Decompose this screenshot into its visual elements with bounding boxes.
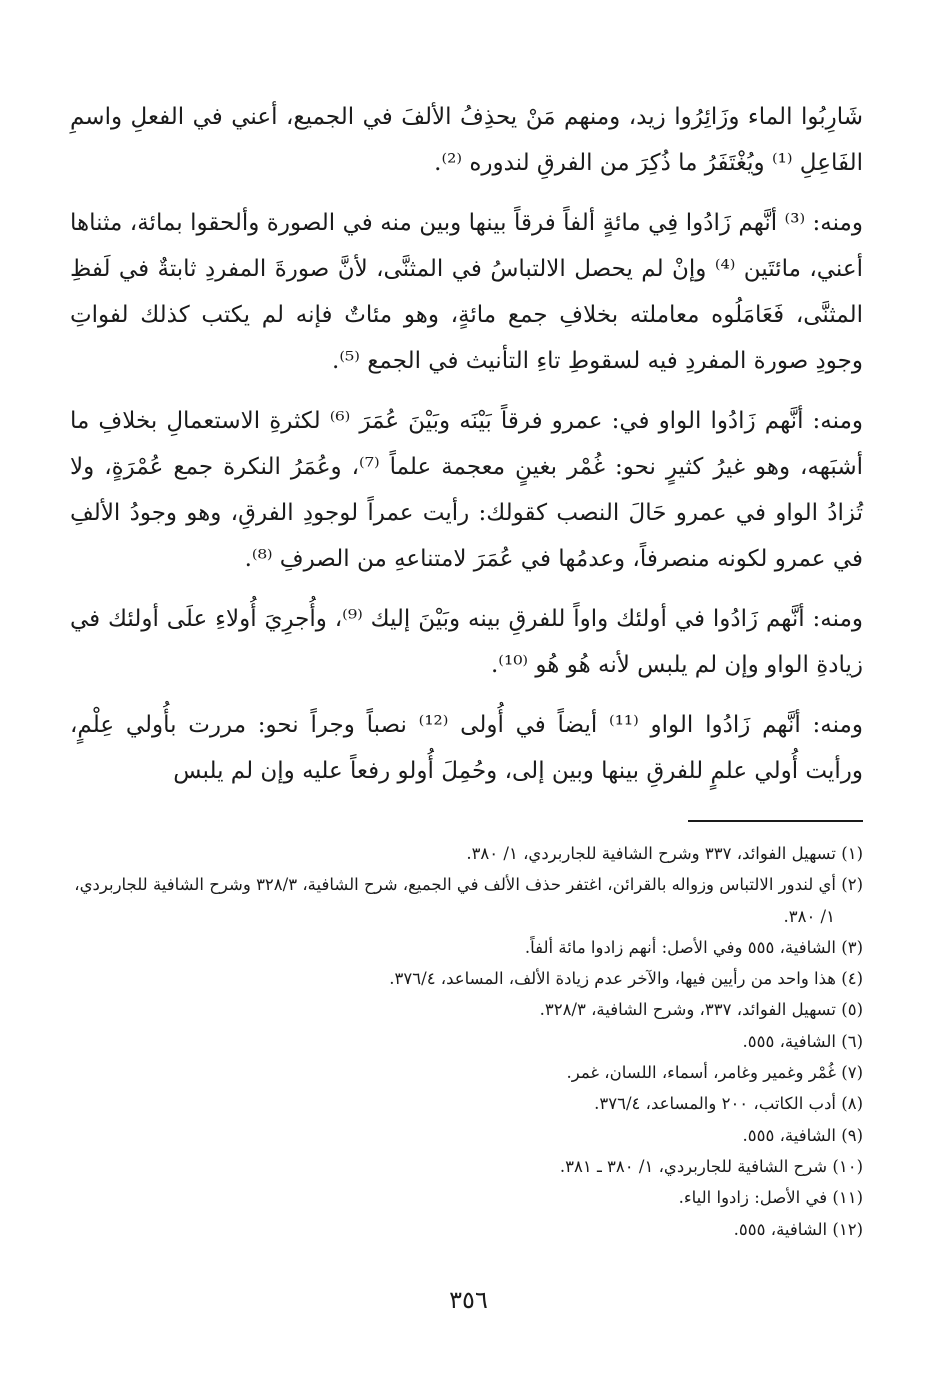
footnote: (٤) هذا واحد من رأيين فيها، والآخر عدم زيادة الألف، المساعد، ٣٧٦/٤. (389, 969, 863, 989)
footnote: (٢) أي لندور الالتباس وزواله بالقرائن، اغتفر حذف الألف في الجميع، شرح الشافية، ٣٢٨/٣ وشرح الشافية للجاربردي، ١/ ٣٨٠. (74, 875, 863, 926)
paragraph: شَارِبُوا الماء وزَائِرُوا زيد، ومنهم مَنْ يحذِفُ الألفَ في الجميع، أعني في الفعلِ واسمِ الفَاعِلِ ⁽¹⁾ ويُغْتَفَرُ ما ذُكِرَ من الفرقِ لندوره ⁽²⁾. (70, 104, 863, 176)
footnote: (١٢) الشافية، ٥٥٥. (733, 1219, 863, 1239)
paragraph: ومنه: ⁽³⁾ أنَّهم زَادُوا فِي مائةٍ ألفاً فرقاً بينها وبين منه في الصورة وألحقوا بمائة، مثناها أعني، مائتَين ⁽⁴⁾ وإنْ لم يحصل الالتباسُ في المثنَّى، لأنَّ صورةَ المفردِ ثابتةٌ في لَفظِ المثنَّى، فَعَامَلُوه معاملته بخلافِ جمع مائةٍ، وهو مئاتٌ فإنه لم يكتب كذلك لفواتِ وجودِ صورة المفردِ فيه لسقوطِ تاءِ التأنيث في الجمع ⁽⁵⁾. (70, 210, 863, 374)
footnote: (٧) غُمْر وغمير وغامر، أسماء، اللسان، غمر. (566, 1063, 863, 1083)
footnote: (٩) الشافية، ٥٥٥. (742, 1125, 863, 1145)
footnote: (١١) في الأصل: زادوا الياء. (678, 1188, 863, 1208)
footnote-separator (688, 820, 863, 822)
footnote: (٣) الشافية، ٥٥٥ وفي الأصل: أنهم زادوا مائة ألفاً. (524, 937, 863, 957)
footnotes (70, 838, 863, 1245)
footnote: (١٠) شرح الشافية للجاربردي، ١/ ٣٨٠ ـ ٣٨١. (559, 1156, 863, 1176)
footnote: (٦) الشافية، ٥٥٥. (742, 1031, 863, 1051)
footnote: (٥) تسهيل الفوائد، ٣٣٧، وشرح الشافية، ٣٢٨/٣. (539, 1000, 863, 1020)
paragraph: ومنه: أنَّهم زَادُوا الواو ⁽¹¹⁾ أيضاً في أُولى ⁽¹²⁾ نصباً وجراً نحو: مررت بأُولي عِلْمٍ، ورأيت أُولي علمٍ للفرقِ بينها وبين إلى، وحُمِلَ أُولو رفعاً عليه وإن لم يلبس (70, 712, 863, 784)
footnote: (١) تسهيل الفوائد، ٣٣٧ وشرح الشافية للجاربردي، ١/ ٣٨٠. (466, 844, 863, 863)
footnote: (٨) أدب الكاتب، ٢٠٠ والمساعد، ٣٧٦/٤. (594, 1094, 863, 1114)
paragraph: ومنه: أنَّهم زَادُوا في أولئك واواً للفرقِ بينه وبَيْنَ إليك ⁽⁹⁾، وأُجرِيَ أُولاءِ علَى أولئك في زيادةِ الواو وإن لم يلبس لأنه هُو هُو ⁽¹⁰⁾. (70, 606, 863, 678)
paragraph: ومنه: أنَّهم زَادُوا الواو في: عمرو فرقاً بَيْنَه وبَيْنَ عُمَرَ ⁽⁶⁾ لكثرةِ الاستعمالِ بخلافِ ما أشبَهه، وهو غيرُ كثيرٍ نحو: غُمْر بغينٍ معجمة علماً ⁽⁷⁾، وعُمَرُ النكرة جمع عُمْرَةٍ، ولا تُزادُ الواو في عمرو حَالَ النصب كقولك: رأيت عمراً لوجودِ الفرقِ، وهو وجودُ الألفِ في عمرو لكونه منصرفاً، وعدمُها في عُمَرَ لامتناعهِ من الصرفِ ⁽⁸⁾. (70, 408, 864, 572)
page-number: ٣٥٦ (449, 1286, 488, 1314)
main-text (70, 94, 863, 808)
